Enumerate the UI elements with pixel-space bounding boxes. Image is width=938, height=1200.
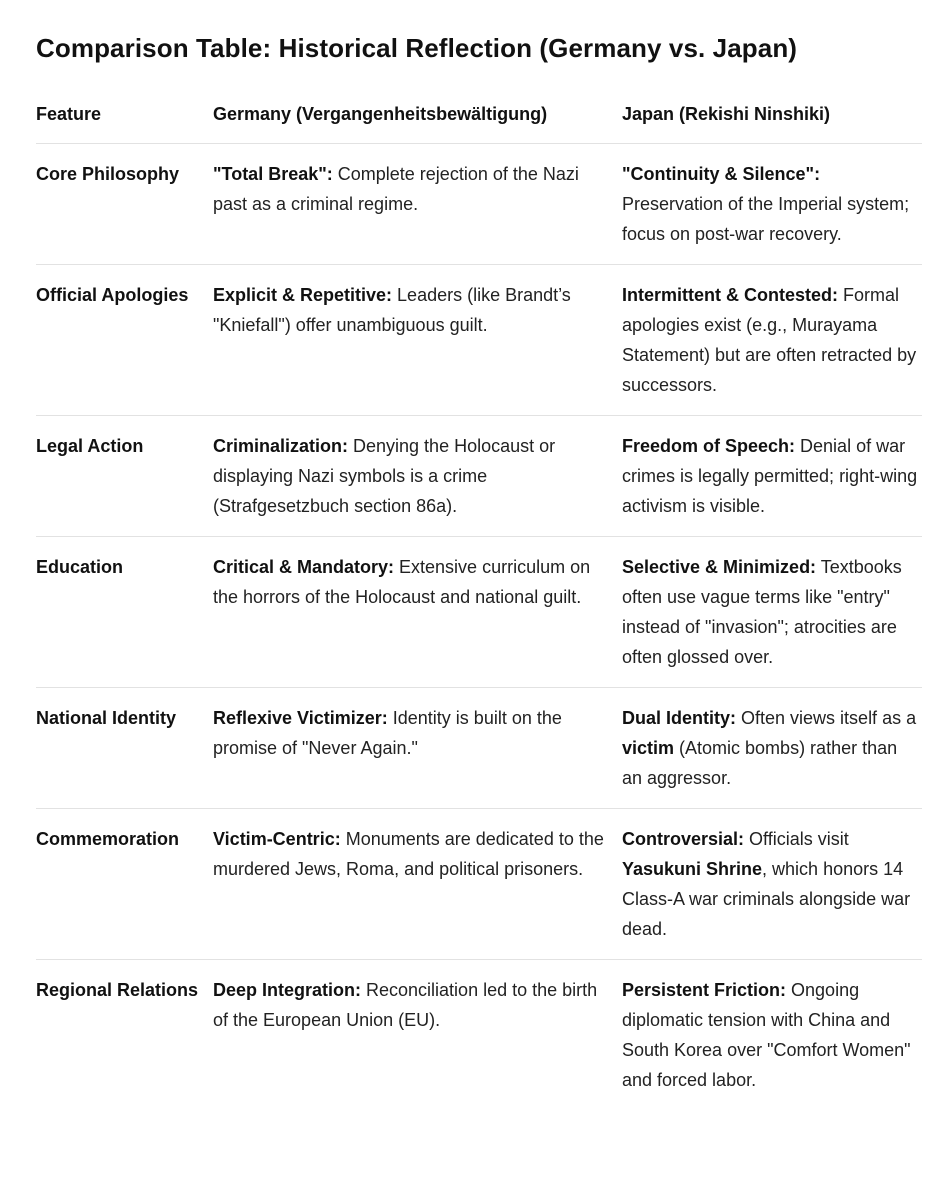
- header-germany: Germany (Vergangenheitsbewältigung): [213, 104, 548, 124]
- table-row: [36, 144, 922, 265]
- japan-description: Ongoing diplomatic tension with China and South Korea over "Comfort Women" and forced labor.: [622, 980, 911, 1090]
- germany-cell: [213, 960, 622, 1111]
- germany-cell: [213, 537, 622, 688]
- japan-cell: [622, 809, 922, 960]
- feature-cell: Core Philosophy: [36, 164, 180, 184]
- germany-description: Monuments are dedicated to the murdered Jews, Roma, and political prisoners.: [213, 829, 604, 879]
- japan-key-term: Controversial:: [622, 829, 745, 849]
- germany-description: Complete rejection of the Nazi past as a criminal regime.: [213, 164, 579, 214]
- japan-key-term: Intermittent & Contested:: [622, 285, 838, 305]
- feature-cell: Education: [36, 557, 124, 577]
- header-japan: Japan (Rekishi Ninshiki): [622, 104, 831, 124]
- japan-description: Textbooks often use vague terms like "entry" instead of "invasion"; atrocities are often glossed over.: [622, 557, 902, 667]
- feature-cell: Legal Action: [36, 436, 144, 456]
- japan-cell: [622, 144, 922, 265]
- table-row: [36, 809, 922, 960]
- japan-key-term: Freedom of Speech:: [622, 436, 796, 456]
- japan-emphasis: victim: [622, 738, 675, 758]
- japan-description: Officials visit: [744, 829, 849, 849]
- japan-description: Often views itself as a: [736, 708, 917, 728]
- feature-cell: Regional Relations: [36, 980, 199, 1000]
- table-row: [36, 688, 922, 809]
- germany-description: Reconciliation led to the birth of the European Union (EU).: [213, 980, 598, 1030]
- japan-key-term: Selective & Minimized:: [622, 557, 817, 577]
- japan-description-cont: (Atomic bombs) rather than an aggressor.: [622, 738, 898, 788]
- germany-cell: [213, 688, 622, 809]
- germany-key-term: "Total Break":: [213, 164, 333, 184]
- header-feature: Feature: [36, 104, 102, 124]
- japan-description: Denial of war crimes is legally permitted; right-wing activism is visible.: [622, 436, 918, 516]
- germany-cell: [213, 416, 622, 537]
- japan-key-term: Dual Identity:: [622, 708, 737, 728]
- germany-key-term: Explicit & Repetitive:: [213, 285, 393, 305]
- japan-description: Formal apologies exist (e.g., Murayama Statement) but are often retracted by successors.: [622, 285, 917, 395]
- germany-cell: [213, 809, 622, 960]
- germany-cell: [213, 144, 622, 265]
- feature-cell: Official Apologies: [36, 285, 189, 305]
- japan-cell: [622, 265, 922, 416]
- japan-cell: [622, 537, 922, 688]
- germany-key-term: Reflexive Victimizer:: [213, 708, 388, 728]
- germany-description: Identity is built on the promise of "Never Again.": [213, 708, 562, 758]
- table-row: [36, 960, 922, 1111]
- germany-key-term: Deep Integration:: [213, 980, 362, 1000]
- document-page: [36, 0, 922, 1110]
- table-header-row: [36, 99, 922, 144]
- feature-cell: Commemoration: [36, 829, 180, 849]
- japan-cell: [622, 960, 922, 1111]
- japan-cell: [622, 688, 922, 809]
- table-row: [36, 265, 922, 416]
- japan-description: Preservation of the Imperial system; focus on post-war recovery.: [622, 194, 910, 244]
- japan-emphasis: Yasukuni Shrine: [622, 859, 763, 879]
- japan-description-cont: , which honors 14 Class-A war criminals alongside war dead.: [622, 859, 911, 939]
- germany-description: Extensive curriculum on the horrors of the Holocaust and national guilt.: [213, 557, 591, 607]
- germany-key-term: Victim-Centric:: [213, 829, 341, 849]
- feature-cell: National Identity: [36, 708, 177, 728]
- table-row: [36, 537, 922, 688]
- germany-description: Leaders (like Brandt’s "Kniefall") offer unambiguous guilt.: [213, 285, 571, 335]
- germany-key-term: Critical & Mandatory:: [213, 557, 395, 577]
- japan-cell: [622, 416, 922, 537]
- japan-key-term: "Continuity & Silence":: [622, 164, 821, 184]
- germany-cell: [213, 265, 622, 416]
- germany-key-term: Criminalization:: [213, 436, 349, 456]
- table-row: [36, 416, 922, 537]
- comparison-table: [36, 99, 922, 1110]
- japan-key-term: Persistent Friction:: [622, 980, 787, 1000]
- germany-description: Denying the Holocaust or displaying Nazi symbols is a crime (Strafgesetzbuch section 86a).: [213, 436, 556, 516]
- page-title: Comparison Table: Historical Reflection (Germany vs. Japan): [36, 33, 798, 63]
